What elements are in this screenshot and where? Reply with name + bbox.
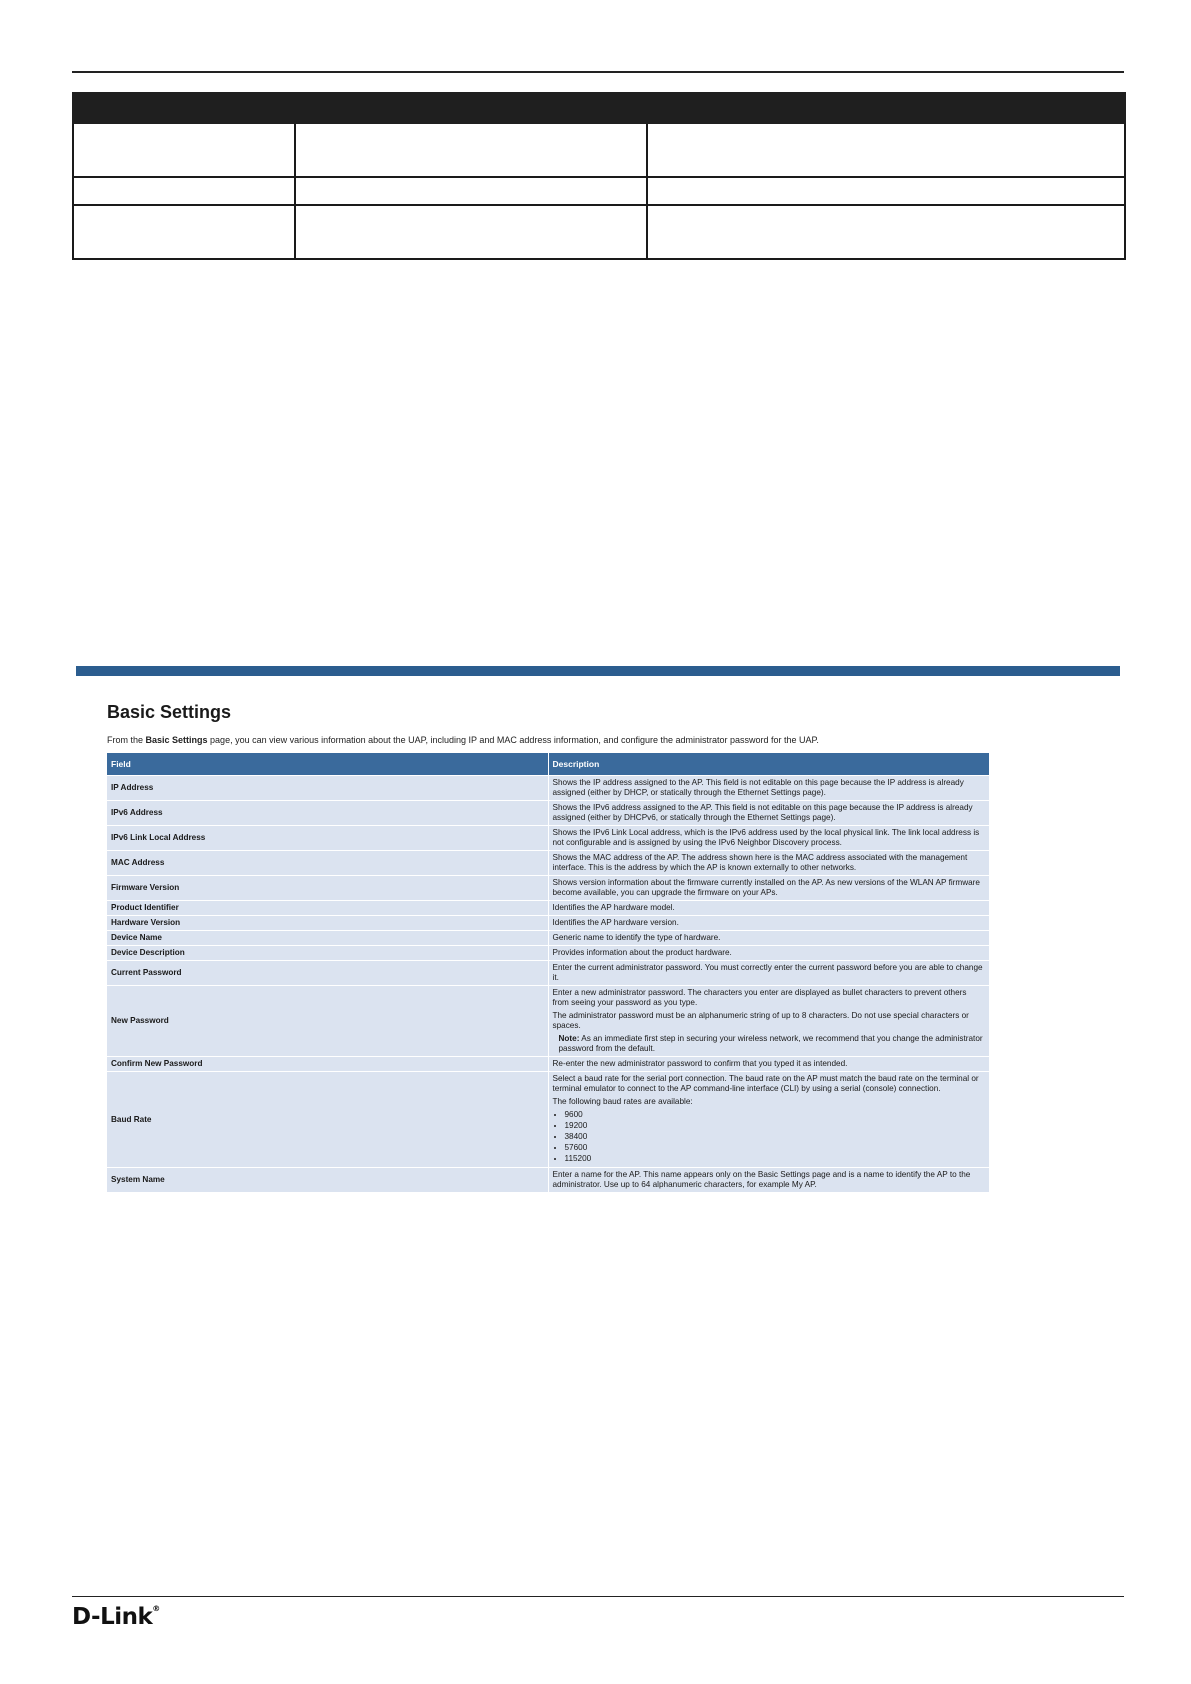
- table-row: [107, 986, 990, 1057]
- table-row: [107, 901, 990, 916]
- field-name-cell: Device Description: [107, 946, 549, 961]
- description-text: Shows version information about the firmware currently installed on the AP. As new versions of the WLAN AP firmware become available, you can upgrade the firmware on your APs.: [552, 878, 980, 897]
- table-row: [107, 1057, 990, 1072]
- field-name-cell: System Name: [107, 1168, 549, 1193]
- field-name-cell: IPv6 Link Local Address: [107, 826, 549, 851]
- field-description-cell: [548, 851, 990, 876]
- spec-table-row: [73, 177, 1125, 205]
- field-description-cell: [548, 916, 990, 931]
- table-row: [107, 776, 990, 801]
- field-name-cell: Hardware Version: [107, 916, 549, 931]
- header-rule: [72, 71, 1124, 73]
- description-text: Shows the MAC address of the AP. The address shown here is the MAC address associated with the management interface. This is the address by which the AP is known externally to other networks.: [552, 853, 968, 872]
- column-header-field: Field: [107, 753, 549, 776]
- description-text: Shows the IP address assigned to the AP. This field is not editable on this page because the IP address is already assigned (either by DHCP, or statically through the Ethernet Settings page).: [552, 778, 964, 797]
- description-text: Enter a new administrator password. The characters you enter are displayed as bullet characters to prevent others from seeing your password as you type.: [552, 988, 967, 1007]
- table-row: [107, 1168, 990, 1193]
- basic-settings-screenshot: [76, 666, 1120, 1218]
- field-description-cell: [548, 1168, 990, 1193]
- spec-table-row: [73, 123, 1125, 177]
- field-description-cell: [548, 946, 990, 961]
- description-text: Select a baud rate for the serial port connection. The baud rate on the AP must match the baud rate on the terminal or terminal emulator to connect to the AP command-line interface (CLI) by using a serial (console) connection.: [552, 1074, 979, 1093]
- table-row: [107, 876, 990, 901]
- list-item: • 9600: [565, 1110, 986, 1120]
- field-name-cell: Baud Rate: [107, 1072, 549, 1168]
- field-name-cell: MAC Address: [107, 851, 549, 876]
- description-text: Generic name to identify the type of hardware.: [552, 933, 721, 942]
- field-name-cell: Current Password: [107, 961, 549, 986]
- field-description-cell: [548, 1057, 990, 1072]
- table-row: [107, 801, 990, 826]
- field-description-cell: [548, 876, 990, 901]
- table-row: [107, 961, 990, 986]
- description-text: Shows the IPv6 address assigned to the AP. This field is not editable on this page because the IP address is already assigned (either by DHCPv6, or statically through the Ethernet Settings page).: [552, 803, 973, 822]
- screenshot-top-bar: [76, 666, 1120, 676]
- field-description-table: [106, 752, 990, 1193]
- list-item: • 38400: [565, 1132, 986, 1142]
- description-text: Shows the IPv6 Link Local address, which is the IPv6 address used by the local physical link. The link local address is not configurable and is assigned by using the IPv6 Neighbor Discovery process.: [552, 828, 980, 847]
- field-description-cell: [548, 931, 990, 946]
- table-row: [107, 826, 990, 851]
- field-table-header: [107, 753, 990, 776]
- field-description-cell: [548, 961, 990, 986]
- screenshot-intro: From the Basic Settings page, you can view various information about the UAP, including IP and MAC address information, and configure the administrator password for the UAP.: [107, 735, 819, 745]
- field-name-cell: New Password: [107, 986, 549, 1057]
- field-name-cell: Confirm New Password: [107, 1057, 549, 1072]
- table-row: [107, 931, 990, 946]
- list-item: • 115200: [565, 1154, 986, 1164]
- description-text: The following baud rates are available:: [552, 1097, 693, 1106]
- field-description-cell: [548, 901, 990, 916]
- description-text: Enter the current administrator password. You must correctly enter the current password before you are able to change it.: [552, 963, 983, 982]
- field-description-cell: [548, 776, 990, 801]
- table-row: [107, 916, 990, 931]
- description-text: Identifies the AP hardware model.: [552, 903, 675, 912]
- table-row: [107, 946, 990, 961]
- table-row: [107, 1072, 990, 1168]
- screenshot-title: Basic Settings: [107, 702, 232, 722]
- field-description-cell: [548, 1072, 990, 1168]
- description-text: Re-enter the new administrator password to confirm that you typed it as intended.: [552, 1059, 848, 1068]
- table-row: [107, 851, 990, 876]
- field-name-cell: Firmware Version: [107, 876, 549, 901]
- spec-table-row: [73, 205, 1125, 259]
- description-text: Provides information about the product hardware.: [552, 948, 732, 957]
- field-description-cell: [548, 826, 990, 851]
- field-description-cell: [548, 801, 990, 826]
- field-description-cell: [548, 986, 990, 1057]
- field-name-cell: Product Identifier: [107, 901, 549, 916]
- note-text: Note: As an immediate first step in securing your wireless network, we recommend that you change the administrator password from the default.: [558, 1034, 983, 1053]
- list-item: • 57600: [565, 1143, 986, 1153]
- description-text: Enter a name for the AP. This name appears only on the Basic Settings page and is a name to identify the AP to the administrator. Use up to 64 alphanumeric characters, for example My AP.: [552, 1170, 971, 1189]
- baud-rate-list: [553, 1110, 986, 1164]
- field-name-cell: Device Name: [107, 931, 549, 946]
- field-name-cell: IPv6 Address: [107, 801, 549, 826]
- footer-rule: [72, 1596, 1124, 1597]
- dlink-logo: D-Link®: [72, 1604, 160, 1630]
- column-header-description: Description: [548, 753, 990, 776]
- description-text: Identifies the AP hardware version.: [552, 918, 679, 927]
- description-text: The administrator password must be an alphanumeric string of up to 8 characters. Do not use special characters or spaces.: [552, 1011, 969, 1030]
- list-item: • 19200: [565, 1121, 986, 1131]
- spec-table-header: [73, 93, 1125, 123]
- field-name-cell: IP Address: [107, 776, 549, 801]
- spec-table: [72, 92, 1126, 260]
